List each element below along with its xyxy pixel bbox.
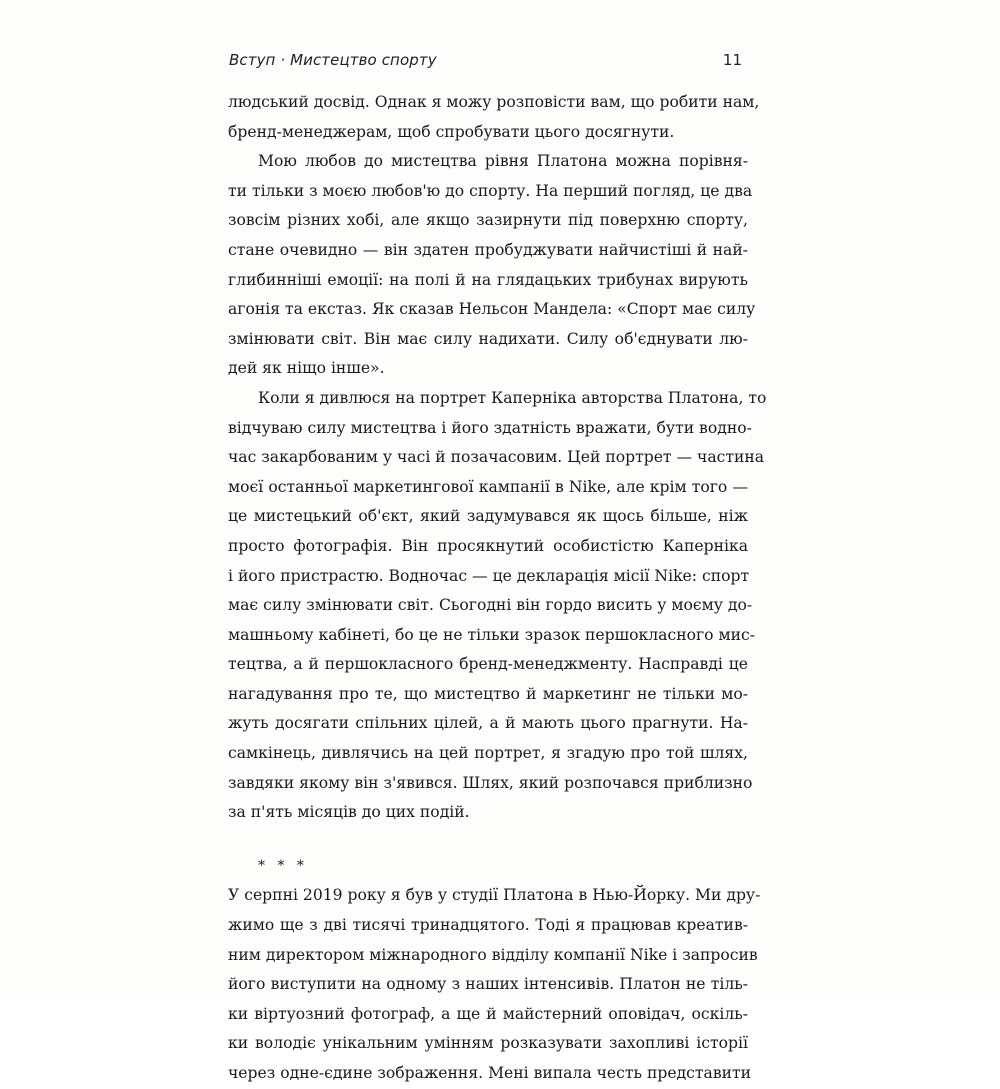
text-line: час закарбованим у часі й позачасовим. Цей портрет — частина xyxy=(228,448,765,467)
page-number: 11 xyxy=(722,51,742,69)
text-line: агонія та екстаз. Як сказав Нельсон Мандела: «Спорт має силу xyxy=(228,300,756,319)
text-line: зовсім різних хобі, але якщо зазирнути під поверхню спорту, xyxy=(228,211,748,230)
paragraphs-before-break xyxy=(228,88,767,828)
text-line: це мистецький об'єкт, який задумувався як щось більше, ніж xyxy=(228,507,748,526)
text-line: Коли я дивлюся на портрет Каперніка авторства Платона, то xyxy=(258,388,767,407)
section-separator: * * * xyxy=(258,857,308,874)
text-line: за п'ять місяців до цих подій. xyxy=(228,803,470,822)
text-line: жимо ще з дві тисячі тринадцятого. Тоді я працював креатив- xyxy=(228,916,748,935)
text-line: бренд-менеджерам, щоб спробувати цього досягнути. xyxy=(228,122,675,141)
text-line: змінювати світ. Він має силу надихати. Силу об'єднувати лю- xyxy=(228,329,748,348)
text-line: ки віртуозний фотограф, а ще й майстерний оповідач, оскіль- xyxy=(228,1004,748,1023)
text-line: У серпні 2019 року я був у студії Платона в Нью-Йорку. Ми дру- xyxy=(228,886,761,905)
text-line: машньому кабінеті, бо це не тільки зразок першокласного мис- xyxy=(228,625,756,644)
section-gap xyxy=(228,828,748,852)
paragraph xyxy=(228,147,756,384)
text-line: дей як ніщо інше». xyxy=(228,359,385,378)
text-line: завдяки якому він з'явився. Шлях, який розпочався приблизно xyxy=(228,773,753,792)
text-line: і його пристрастю. Водночас — це декларація місії Nike: спорт xyxy=(228,566,750,585)
paragraphs-after-break xyxy=(228,881,761,1088)
text-line: самкінець, дивлячись на цей портрет, я згадую про той шлях, xyxy=(228,744,748,763)
paragraph xyxy=(228,384,767,828)
text-line: ти тільки з моєю любов'ю до спорту. На перший погляд, це два xyxy=(228,181,753,200)
running-head: Вступ · Мистецтво спорту xyxy=(229,51,437,69)
text-line: моєї останньої маркетингової кампанії в Nike, але крім того — xyxy=(228,477,748,496)
text-line: має силу змінювати світ. Сьогодні він гордо висить у моєму до- xyxy=(228,596,753,615)
text-line: Мою любов до мистецтва рівня Платона можна порівня- xyxy=(258,152,748,171)
text-line: людський досвід. Однак я можу розповісти вам, що робити нам, xyxy=(228,93,760,111)
text-line: нагадування про те, що мистецтво й маркетинг не тільки мо- xyxy=(228,684,748,703)
text-line: його виступити на одному з наших інтенсивів. Платон не тіль- xyxy=(228,975,748,994)
text-line: глибинніші емоції: на полі й на глядацьких трибунах вирують xyxy=(228,270,748,289)
text-line: через одне-єдине зображення. Мені випала честь представити xyxy=(228,1064,752,1082)
text-line: відчуваю силу мистецтва і його здатність вражати, бути водно- xyxy=(228,418,752,437)
paragraph xyxy=(228,88,760,147)
text-line: тецтва, а й першокласного бренд-менеджменту. Насправді це xyxy=(228,655,748,674)
text-line: просто фотографія. Він просякнутий особистістю Каперніка xyxy=(228,536,748,555)
text-line: ним директором міжнародного відділу компанії Nike і запросив xyxy=(228,945,758,964)
body-text xyxy=(228,88,767,1089)
paragraph xyxy=(228,881,761,1088)
text-line: ки володіє унікальним умінням розказувати захопливі історії xyxy=(228,1034,748,1053)
text-line: стане очевидно — він здатен пробуджувати найчистіші й най- xyxy=(228,240,748,259)
text-line: жуть досягати спільних цілей, а й мають цього прагнути. На- xyxy=(228,714,748,733)
